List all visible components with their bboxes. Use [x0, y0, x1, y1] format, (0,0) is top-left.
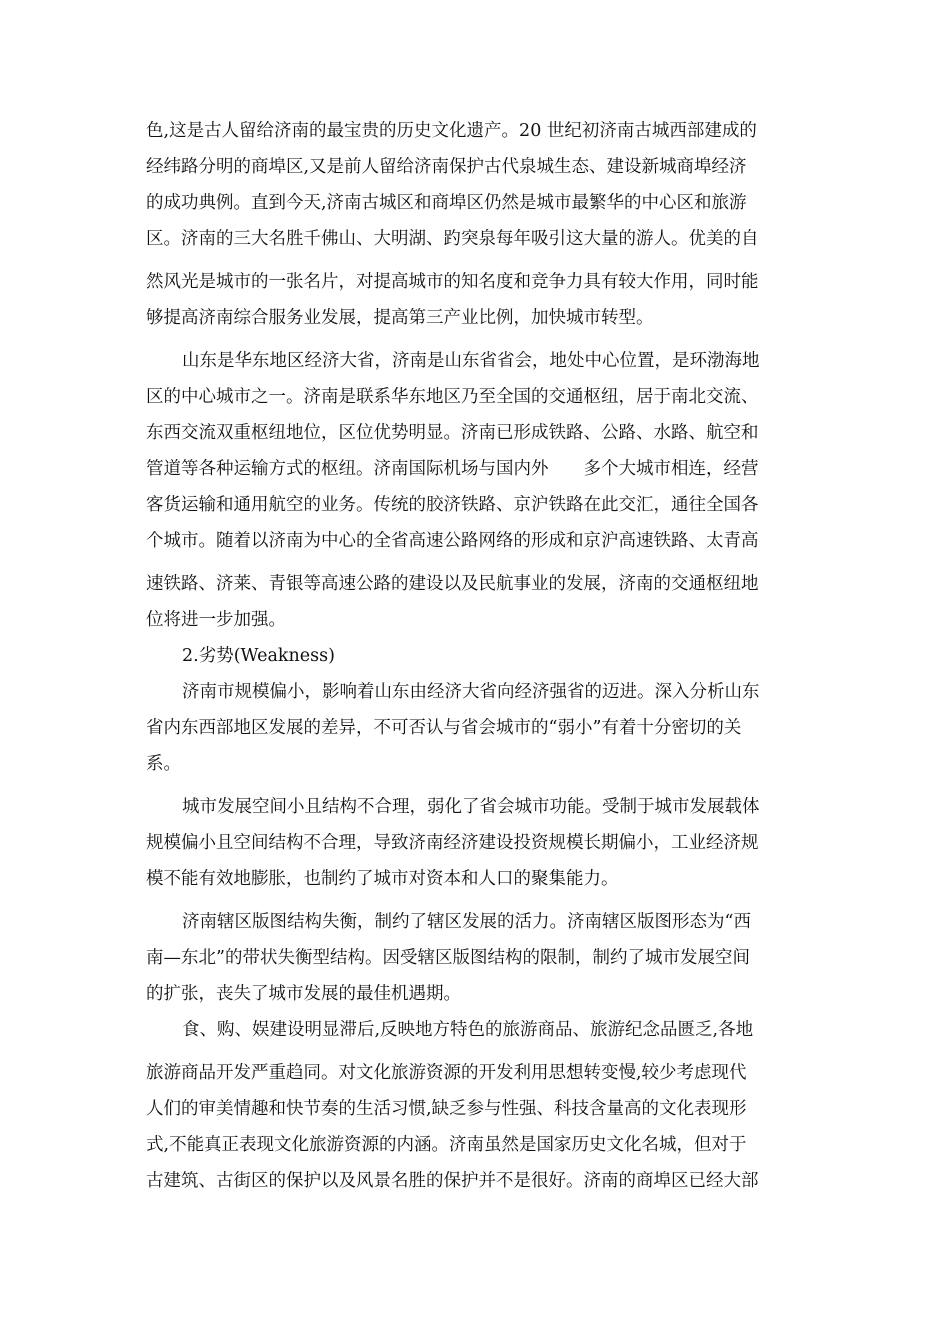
text-line: 人们的审美情趣和快节奏的生活习惯,缺乏参与性强、科技含量高的文化表现形	[146, 1099, 747, 1119]
text-line: 区的中心城市之一。济南是联系华东地区乃至全国的交通枢纽，居于南北交流、	[146, 387, 759, 407]
text-line: 模不能有效地膨胀，也制约了城市对资本和人口的聚集能力。	[146, 869, 619, 889]
text-line: 省内东西部地区发展的差异，不可否认与省会城市的“弱小”有着十分密切的关	[146, 718, 742, 738]
text-line: 古建筑、古街区的保护以及风景名胜的保护并不是很好。济南的商埠区已经大部	[146, 1171, 759, 1191]
text-line: 系。	[146, 754, 181, 774]
text-line: 南—东北”的带状失衡型结构。因受辖区版图结构的限制，制约了城市发展空间	[146, 948, 750, 968]
text-line: 经纬路分明的商埠区,又是前人留给济南保护古代泉城生态、建设新城商埠经济	[146, 157, 747, 177]
text-line: 东西交流双重枢纽地位，区位优势明显。济南已形成铁路、公路、水路、航空和	[146, 423, 759, 443]
text-line: 规模偏小且空间结构不合理，导致济南经济建设投资规模长期偏小，工业经济规	[146, 833, 759, 853]
text-line: 位将进一步加强。	[146, 610, 286, 630]
text-line: 山东是华东地区经济大省，济南是山东省省会，地处中心位置，是环渤海地	[182, 351, 760, 371]
text-line: 式,不能真正表现文化旅游资源的内涵。济南虽然是国家历史文化名城，但对于	[146, 1135, 747, 1155]
section-heading: 2.劣势(Weakness)	[182, 646, 335, 666]
text-line: 客货运输和通用航空的业务。传统的胶济铁路、京沪铁路在此交汇，通往全国各	[146, 495, 759, 515]
text-line: 济南辖区版图结构失衡，制约了辖区发展的活力。济南辖区版图形态为“西	[182, 912, 751, 932]
text-line: 食、购、娱建设明显滞后,反映地方特色的旅游商品、旅游纪念品匮乏,各地	[182, 1020, 754, 1040]
text-line: 然风光是城市的一张名片，对提高城市的知名度和竞争力具有较大作用，同时能	[146, 272, 759, 292]
text-line: 区。济南的三大名胜千佛山、大明湖、趵突泉每年吸引这大量的游人。优美的自	[146, 229, 759, 249]
text-line: 够提高济南综合服务业发展，提高第三产业比例，加快城市转型。	[146, 308, 654, 328]
text-line: 济南市规模偏小，影响着山东由经济大省向经济强省的迈进。深入分析山东	[182, 682, 760, 702]
text-line: 的扩张，丧失了城市发展的最佳机遇期。	[146, 984, 461, 1004]
text-line: 管道等各种运输方式的枢纽。济南国际机场与国内外 多个大城市相连，经营	[146, 459, 759, 479]
text-line: 个城市。随着以济南为中心的全省高速公路网络的形成和京沪高速铁路、太青高	[146, 531, 759, 551]
text-line: 的成功典例。直到今天,济南古城区和商埠区仍然是城市最繁华的中心区和旅游	[146, 193, 747, 213]
text-line: 色,这是古人留给济南的最宝贵的历史文化遗产。20 世纪初济南古城西部建成的	[146, 121, 757, 141]
text-line: 旅游商品开发严重趋同。对文化旅游资源的开发利用思想转变慢,较少考虑现代	[146, 1063, 747, 1083]
text-line: 速铁路、济莱、青银等高速公路的建设以及民航事业的发展，济南的交通枢纽地	[146, 574, 759, 594]
text-line: 城市发展空间小且结构不合理，弱化了省会城市功能。受制于城市发展载体	[182, 797, 760, 817]
